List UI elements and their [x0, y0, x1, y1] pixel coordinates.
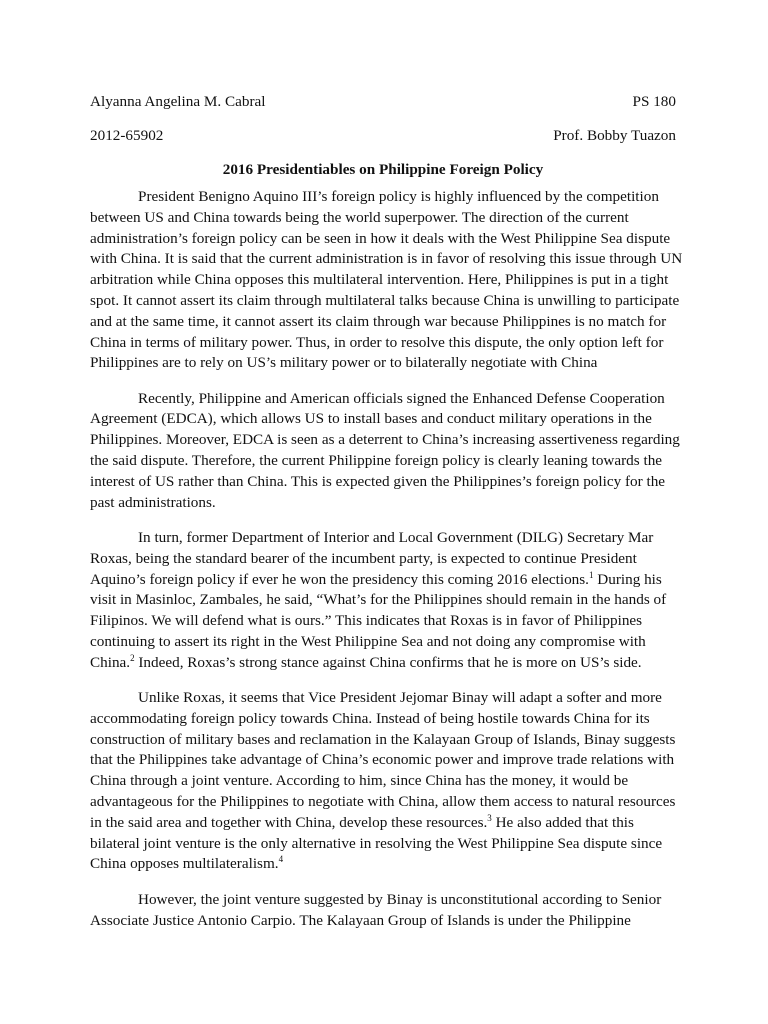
document-title: 2016 Presidentiables on Philippine Foreign Policy [222, 161, 544, 178]
course-code: PS 180 [632, 93, 676, 110]
text-segment: He also added that this [491, 813, 634, 831]
text-segment: Indeed, Roxas’s strong stance against China confirms that he is more on US’s side. [134, 653, 642, 671]
text-line: China through a joint venture. According to him, since China has the money, it would be [90, 772, 629, 790]
text-segment: China opposes multilateralism. [90, 855, 279, 873]
footnote-marker[interactable]: 3 [487, 812, 492, 823]
text-line: Agreement (EDCA), which allows US to install bases and conduct military operations in the [90, 410, 652, 428]
text-line: with China. It is said that the current administration is in favor of resolving this issue through UN [90, 250, 683, 268]
text-line: visit in Masinloc, Zambales, he said, “What’s for the Philippines should remain in the hands of [90, 591, 667, 609]
text-line: past administrations. [90, 493, 216, 511]
text-segment: China. [90, 653, 131, 671]
text-segment: Aquino’s foreign policy if ever he won the presidency this coming 2016 elections. [90, 570, 589, 588]
text-line: advantageous for the Philippines to negotiate with China, allow them access to natural resources [90, 793, 676, 811]
text-line: bilateral joint venture is the only alternative in resolving the West Philippine Sea dispute since [90, 834, 663, 852]
text-line: arbitration while China opposes this multilateral intervention. Here, Philippines is put in a tight [90, 271, 669, 289]
text-line: Filipinos. We will defend what is ours.” This indicates that Roxas is in favor of Philippines [90, 612, 643, 630]
paragraph-1 [90, 187, 683, 374]
text-line: interest of US rather than China. This is expected given the Philippines’s foreign policy for the [90, 472, 666, 490]
text-line: Roxas, being the standard bearer of the incumbent party, is expected to continue President [90, 549, 637, 567]
text-segment: During his [593, 570, 662, 588]
text-line: administration’s foreign policy can be seen in how it deals with the West Philippine Sea dispute [90, 229, 671, 247]
paragraph-3 [90, 528, 676, 674]
text-line: and at the same time, it cannot assert its claim through war because Philippines is no match for [90, 312, 667, 330]
text-line: the said dispute. Therefore, the current Philippine foreign policy is clearly leaning towards the [90, 452, 663, 470]
author-name: Alyanna Angelina M. Cabral [90, 93, 266, 110]
text-line: Recently, Philippine and American officials signed the Enhanced Defense Cooperation [138, 389, 665, 407]
text-line: President Benigno Aquino III’s foreign policy is highly influenced by the competition [138, 188, 659, 205]
footnote-marker[interactable]: 4 [278, 854, 284, 865]
student-number: 2012-65902 [90, 127, 164, 144]
header-row-1 [90, 92, 676, 113]
professor-name: Prof. Bobby Tuazon [553, 127, 676, 144]
paragraph-4 [90, 688, 676, 875]
footnote-marker[interactable]: 1 [588, 569, 594, 580]
paragraph-5 [90, 890, 676, 932]
document-body [90, 187, 683, 946]
text-segment: in the said area and together with China, develop these resources. [90, 813, 488, 831]
text-line-with-footnote [90, 854, 676, 875]
paragraph-2 [90, 389, 680, 514]
header-row-2 [90, 126, 676, 147]
text-line: Philippines are to rely on US’s military power or to bilaterally negotiate with China [90, 354, 598, 372]
text-line: China in terms of military power. Thus, in order to resolve this dispute, the only option left for [90, 333, 664, 351]
text-line: However, the joint venture suggested by Binay is unconstitutional according to Senior [138, 890, 662, 908]
text-line: Philippines. Moreover, EDCA is seen as a deterrent to China’s increasing assertiveness regarding [90, 431, 680, 449]
text-line: between US and China towards being the world superpower. The direction of the current [90, 208, 629, 226]
text-line-with-footnote [90, 813, 676, 834]
text-line-with-footnote [90, 570, 676, 591]
text-line-with-footnote [90, 653, 676, 674]
text-line: that the Philippines take advantage of China’s economic power and improve trade relations with [90, 751, 675, 769]
text-line: construction of military bases and reclamation in the Kalayaan Group of Islands, Binay suggests [90, 730, 676, 748]
text-line: In turn, former Department of Interior and Local Government (DILG) Secretary Mar [138, 528, 654, 546]
text-line: spot. It cannot assert its claim through multilateral talks because China is unwilling to participate [90, 291, 680, 309]
text-line: Unlike Roxas, it seems that Vice President Jejomar Binay will adapt a softer and more [138, 689, 662, 707]
text-line: Associate Justice Antonio Carpio. The Kalayaan Group of Islands is under the Philippine [90, 911, 631, 929]
text-line: continuing to assert its right in the West Philippine Sea and not doing any compromise with [90, 632, 646, 650]
text-line: accommodating foreign policy towards China. Instead of being hostile towards China for its [90, 709, 650, 727]
footnote-marker[interactable]: 2 [130, 652, 135, 663]
